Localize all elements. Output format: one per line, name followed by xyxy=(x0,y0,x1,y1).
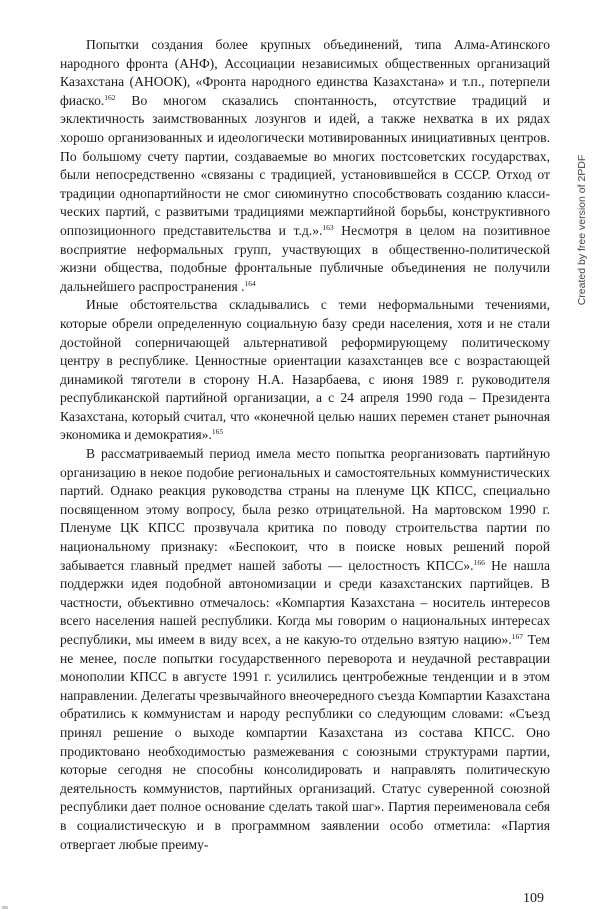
footnote-ref: 166 xyxy=(473,557,485,567)
page-body-text xyxy=(60,36,550,854)
text-run: Тем не менее, после попытки государственного переворота и неудачной реставрации монополии КПСС в августе 1991 г. усилились центробежные тенденции и в этом направлении. Делегаты чрезвычайного внеочередного съезда Компартии Казахстана обратились к коммунистам и народу республики со следующим словами: «Съезд принял решение о выходе компартии Казахстана из состава КПСС. Оно продиктовано необходимостью размежевания с союзными структурами партии, которые сегодня не способны консолидировать и направлять политическую деятельность коммунистов, партийных организаций. Статус суверенной союзной республики дает полное основание сделать такой шаг». Партия переименовала себя в социалистическую и в программном заявлении особо отметила: «Партия отвергает любые преиму- xyxy=(60,632,550,852)
footnote-ref: 165 xyxy=(211,427,224,437)
footnote-ref: 163 xyxy=(322,222,334,232)
watermark xyxy=(576,110,588,350)
footnote-ref: 162 xyxy=(104,92,116,102)
paragraph xyxy=(60,296,550,445)
text-run: Во многом сказались спонтанность, отсутствие традиций и эклектичность заимствованных лозунгов и идей, а также нехватка в их рядах хорошо организованных и идеологически мотивированных инициативных центров. По большому счету партии, создаваемые во многих постсоветских государствах, были непосредственно «связаны с традицией, установившейся в СССР. Отход от традиции однопартийности не смог сиюминутно способствовать созданию классических партий, с развитыми традициями межпартийной борьбы, конструктивного оппозиционного представительства и т.д.». xyxy=(60,92,550,238)
text-run: Несмотря в целом на позитивное восприятие неформальных групп, участвующих в общественно-политической жизни общества, подобные фронтальные публичные объединения не получили дальнейшего распространения . xyxy=(60,222,550,294)
watermark-text: Created by free version of 2PDF xyxy=(576,154,588,306)
paragraph xyxy=(60,445,550,854)
paragraph xyxy=(60,36,550,296)
page-number: 109 xyxy=(523,891,544,906)
footnote-ref: 167 xyxy=(511,632,523,641)
footnote-ref: 164 xyxy=(244,278,256,288)
text-run: В рассматриваемый период имела место попытка реорганизовать партийную организацию в некое подобие региональных и самостоятельных коммунистических партий. Однако реакция руководства страны на пленуме ЦК КПСС, специально посвященном этому вопросу, была резко отрицательной. На мартовском 1990 г. Пленуме ЦК КПСС прозвучала критика по поводу строительства партии по национальному признаку: «Беспокоит, что в поиске новых решений порой забывается главный предмет нашей заботы — целостность КПСС». xyxy=(60,446,550,573)
text-run: Попытки создания более крупных объединений, типа Алма-Атинского народного фронта (АНФ), Ассоциации независимых общественных организаций Казахстана (АНООК), «Фронта народного единства Казахстана» и т.п., потерпели фиаско. xyxy=(60,37,550,108)
text-run: Не нашла поддержки идея подобной автономизации и среди казахстанских партийцев. В частности, объективно отмечалось: «Компартия Казахстана – носитель интересов всего населения нашей республики. Когда мы говорим о национальных интересах республики, мы имеем в виду всех, а не какую-то отдельно взятую нацию». xyxy=(60,557,550,647)
scan-speck xyxy=(2,906,8,909)
text-run: Иные обстоятельства складывались с теми неформальными течениями, которые обрели определенную социальную базу среди населения, хотя и не стали достойной соперничающей альтернативой реформирующему политическому центру в республике. Ценностные ориентации казахстанцев все с возрастающей динамикой тяготели в сторону Н.А. Назарбаева, с июня 1989 г. руководителя республиканской партийной организации, а с 24 апреля 1990 года – Президента Казахстана, который считал, что «конечной целью наших перемен станет рыночная экономика и демократия». xyxy=(60,297,550,443)
